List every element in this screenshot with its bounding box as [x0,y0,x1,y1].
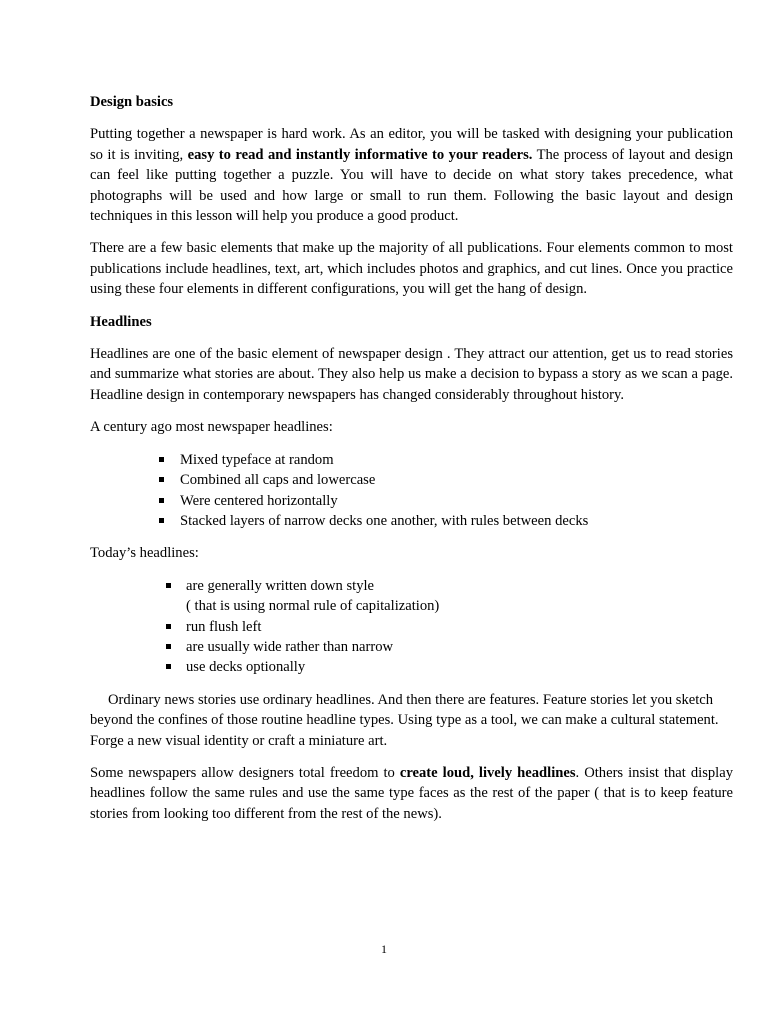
list-item-text: use decks optionally [186,659,306,676]
list-item [90,450,733,470]
section-heading-headlines: Headlines [90,313,152,330]
list-item-text: Were centered horizontally [180,492,338,509]
list-item [90,657,733,677]
paragraph-headlines-intro: Headlines are one of the basic element of newspaper design . They attract our attention, get us to read stories and summarize what stories are about. They also help us make a decision to bypass a story as we scan a page. Headline design in contemporary newspapers has changed considerably throughout history. [90,346,733,403]
text-run: The process of layout and design can feel like putting together a puzzle. You will have to decide on what story takes precedence, what photographs will be used and how large or small to run them. Following the basic layout and design techniques in this lesson will help you produce a good product. [90,146,734,225]
bullet-square-icon [166,583,171,588]
list-item-text: are generally written down style [186,577,375,594]
page-number: 1 [381,942,387,956]
today-intro: Today’s headlines: [90,545,199,562]
paragraph-basic-elements: There are a few basic elements that make up the majority of all publications. Four elements common to most publications include headlines, text, art, which includes photos and graphics, and cut lines. Once you practice using these four elements in different configurations, you will get the hang of design. [90,240,733,298]
list-item-text: Mixed typeface at random [180,451,334,468]
list-item [90,470,733,490]
page-content [90,92,733,836]
century-list [90,450,733,532]
bullet-square-icon [166,664,171,669]
list-item-text: run flush left [186,618,262,635]
bold-text-run: create loud, lively headlines [399,764,576,781]
section-heading-design-basics: Design basics [90,94,174,110]
bullet-square-icon [159,518,164,523]
text-run: Putting together a newspaper is hard work. As an editor, you will be tasked with designing your publication so it is inviting, [90,126,733,163]
bullet-square-icon [166,644,171,649]
list-item-text: Combined all caps and lowercase [180,472,376,489]
today-list [90,576,733,678]
list-item [90,617,733,637]
list-item-continuation: ( that is using normal rule of capitalization) [186,598,440,615]
list-item-text: Stacked layers of narrow decks one another, with rules between decks [180,512,589,529]
bullet-square-icon [166,624,171,629]
list-item-text: are usually wide rather than narrow [186,638,394,655]
text-run: . Others insist that display headlines follow the same rules and use the same type faces as the rest of the paper ( that is to keep feature stories from looking too different from the rest of the news). [90,764,734,822]
bullet-square-icon [159,498,164,503]
bullet-square-icon [159,457,164,462]
century-intro: A century ago most newspaper headlines: [90,419,333,436]
bullet-square-icon [159,477,164,482]
list-item [90,576,733,617]
bold-text-run: easy to read and instantly informative to your readers. [187,146,533,163]
text-run: Some newspapers allow designers total freedom to [90,764,400,781]
list-item [90,637,733,657]
list-item [90,511,733,531]
paragraph-some-newspapers [90,763,733,824]
paragraph-ordinary-news: Ordinary news stories use ordinary headlines. And then there are features. Feature stories let you sketch beyond the confines of those routine headline types. Using type as a tool, we can make a cultural statement. Forge a new visual identity or craft a miniature art. [90,691,719,749]
list-item [90,491,733,511]
paragraph-putting-together [90,124,733,226]
